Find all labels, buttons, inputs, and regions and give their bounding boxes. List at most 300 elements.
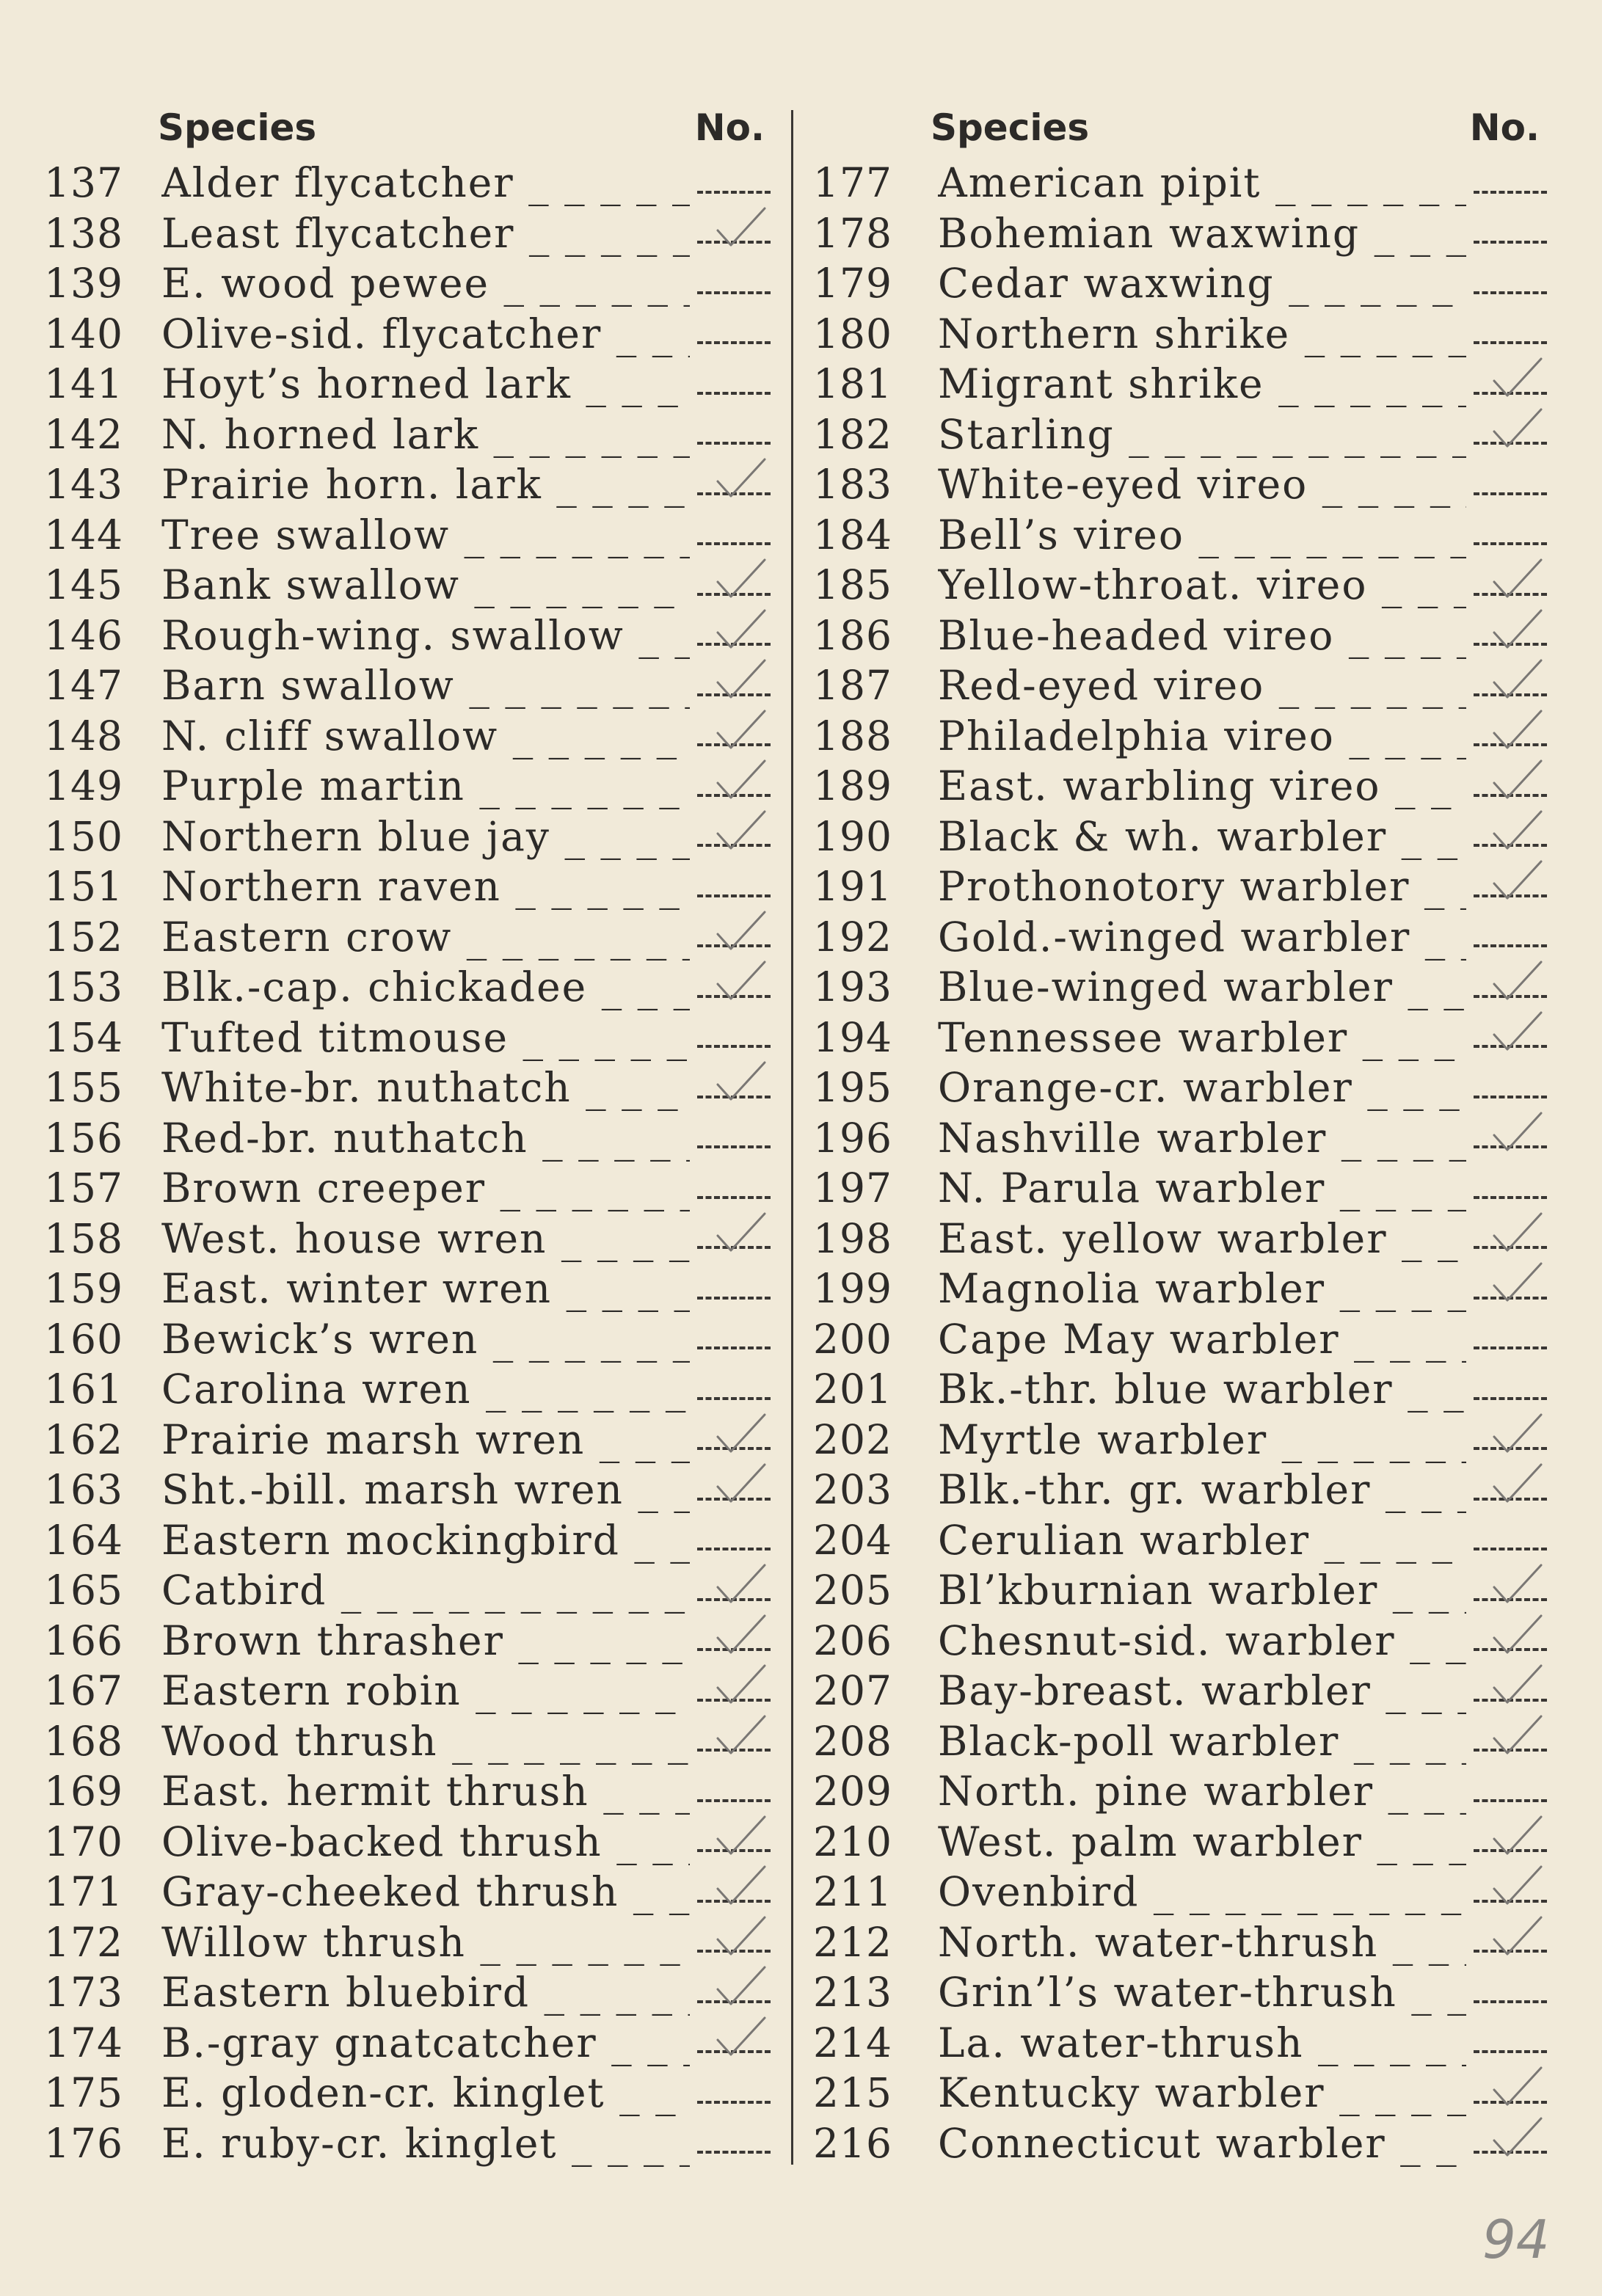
species-number: 179 (813, 260, 892, 307)
species-row (813, 711, 1562, 762)
number-header: No. (1469, 106, 1540, 149)
species-name: Purple martin _ _ _ (161, 761, 690, 812)
checkmark-icon (712, 1559, 771, 1611)
dotted-leader (697, 1799, 771, 1802)
species-row (813, 1113, 1562, 1164)
species-row (813, 309, 1562, 360)
checkmark-icon (1488, 806, 1547, 857)
species-number: 173 (44, 1969, 123, 2016)
dotted-leader (697, 291, 771, 294)
species-name: Northern shrike _ _ _ (938, 309, 1466, 360)
species-number: 192 (813, 913, 892, 961)
species-name: Sht.-bill. marsh wren _ _ _ (161, 1465, 690, 1515)
species-name: Magnolia warbler _ _ _ (938, 1264, 1466, 1314)
right-column-header (813, 106, 1562, 158)
tally-slot (697, 2118, 771, 2169)
dotted-leader (1474, 241, 1547, 244)
species-name: West. palm warbler _ _ _ (938, 1817, 1466, 1867)
species-name: Bl’kburnian warbler _ _ _ (938, 1565, 1466, 1616)
species-number: 164 (44, 1516, 123, 1564)
species-row (44, 208, 785, 259)
species-number: 207 (813, 1667, 892, 1714)
species-number: 200 (813, 1315, 892, 1363)
species-row (813, 1264, 1562, 1314)
species-row (813, 1163, 1562, 1214)
species-number: 198 (813, 1214, 892, 1262)
checkmark-icon (712, 755, 771, 806)
species-name: Red-br. nuthatch _ _ _ (161, 1113, 690, 1164)
tally-slot (1474, 1716, 1547, 1767)
species-row (44, 1967, 785, 2018)
species-name: Tennessee warbler _ _ _ (938, 1013, 1466, 1063)
species-number: 160 (44, 1315, 123, 1363)
species-name: Olive-backed thrush _ _ _ (161, 1817, 690, 1867)
tally-slot (1474, 1314, 1547, 1365)
species-name: Tufted titmouse _ _ _ (161, 1013, 690, 1063)
species-name: Cedar waxwing _ _ _ (938, 258, 1466, 309)
species-row (813, 962, 1562, 1013)
species-name: Willow thrush _ _ _ (161, 1917, 690, 1968)
checkmark-icon (1488, 1409, 1547, 1460)
species-number: 206 (813, 1617, 892, 1664)
tally-slot (697, 459, 771, 510)
species-row (44, 1465, 785, 1515)
dotted-leader (697, 2101, 771, 2104)
number-header: No. (694, 106, 765, 149)
checkmark-icon (712, 1057, 771, 1108)
species-row (813, 1415, 1562, 1465)
checkmark-icon (1488, 1258, 1547, 1309)
checkmark-icon (1488, 1007, 1547, 1058)
species-name: East. winter wren _ _ _ (161, 1264, 690, 1314)
species-name: Rough-wing. swallow _ _ _ (161, 611, 690, 661)
species-row (44, 510, 785, 561)
species-name: Catbird _ _ _ (161, 1565, 690, 1616)
species-number: 137 (44, 159, 123, 206)
dotted-leader (697, 442, 771, 445)
checkmark-icon (712, 705, 771, 757)
species-number: 195 (813, 1064, 892, 1111)
tally-slot (1474, 1565, 1547, 1616)
species-row (813, 812, 1562, 862)
tally-slot (1474, 158, 1547, 208)
checkmark-icon (1488, 1459, 1547, 1510)
species-number: 185 (813, 561, 892, 608)
species-name: Blue-winged warbler _ _ _ (938, 962, 1466, 1013)
tally-slot (1474, 1817, 1547, 1867)
checkmark-icon (1488, 705, 1547, 757)
species-name: North. water-thrush _ _ _ (938, 1917, 1466, 1968)
species-row (44, 2068, 785, 2118)
species-number: 202 (813, 1415, 892, 1463)
species-row (813, 1465, 1562, 1515)
species-row (813, 158, 1562, 208)
species-row (813, 1314, 1562, 1365)
dotted-leader (697, 1397, 771, 1400)
species-number: 147 (44, 662, 123, 709)
species-name: Olive-sid. flycatcher _ _ _ (161, 309, 690, 360)
species-row (813, 1867, 1562, 1917)
checkmark-icon (712, 1861, 771, 1912)
species-name: Eastern bluebird _ _ _ (161, 1967, 690, 2018)
species-number: 211 (813, 1868, 892, 1915)
tally-slot (697, 812, 771, 862)
tally-slot (697, 1163, 771, 1214)
tally-slot (697, 2018, 771, 2069)
right-species-list (813, 158, 1562, 2168)
species-row (813, 1917, 1562, 1968)
species-name: Starling _ _ _ (938, 409, 1466, 460)
tally-slot (1474, 1917, 1547, 1968)
dotted-leader (697, 894, 771, 897)
species-number: 172 (44, 1918, 123, 1966)
species-row (813, 761, 1562, 812)
tally-slot (1474, 409, 1547, 460)
checkmark-icon (712, 1459, 771, 1510)
tally-slot (1474, 611, 1547, 661)
tally-slot (697, 1314, 771, 1365)
species-row (44, 962, 785, 1013)
species-name: Barn swallow _ _ _ (161, 660, 690, 711)
tally-slot (1474, 1163, 1547, 1214)
species-name: North. pine warbler _ _ _ (938, 1766, 1466, 1817)
species-number: 205 (813, 1567, 892, 1614)
checkmark-icon (712, 2012, 771, 2063)
species-name: Carolina wren _ _ _ (161, 1364, 690, 1415)
checkmark-icon (712, 1811, 771, 1862)
tally-slot (697, 761, 771, 812)
tally-slot (697, 1264, 771, 1314)
tally-slot (697, 1666, 771, 1716)
checkmark-icon (1488, 554, 1547, 605)
checkmark-icon (712, 906, 771, 958)
species-name: Gray-cheeked thrush _ _ _ (161, 1867, 690, 1917)
tally-slot (1474, 510, 1547, 561)
checkmark-icon (712, 956, 771, 1007)
species-number: 191 (813, 863, 892, 910)
checkmark-icon (1488, 1208, 1547, 1259)
species-number: 159 (44, 1265, 123, 1312)
tally-slot (1474, 1766, 1547, 1817)
species-row (44, 1616, 785, 1666)
species-name: Bohemian waxwing _ _ _ (938, 208, 1466, 259)
species-number: 210 (813, 1818, 892, 1865)
species-number: 142 (44, 410, 123, 458)
dotted-leader (697, 542, 771, 545)
species-number: 158 (44, 1214, 123, 1262)
species-row (44, 912, 785, 963)
species-row (813, 409, 1562, 460)
species-row (44, 1364, 785, 1415)
checkmark-icon (1488, 404, 1547, 455)
tally-slot (1474, 560, 1547, 611)
checkmark-icon (1488, 353, 1547, 404)
tally-slot (697, 1817, 771, 1867)
species-name: Bank swallow _ _ _ (161, 560, 690, 611)
checkmark-icon (1488, 956, 1547, 1007)
species-name: Bell’s vireo _ _ _ (938, 510, 1466, 561)
species-row (44, 1666, 785, 1716)
checkmark-icon (1488, 1660, 1547, 1711)
species-number: 184 (813, 511, 892, 558)
tally-slot (1474, 2118, 1547, 2169)
species-number: 199 (813, 1265, 892, 1312)
species-row (813, 1967, 1562, 2018)
species-number: 208 (813, 1717, 892, 1765)
species-name: White-br. nuthatch _ _ _ (161, 1063, 690, 1113)
tally-slot (1474, 1063, 1547, 1113)
species-number: 175 (44, 2069, 123, 2116)
species-row (44, 1867, 785, 1917)
dotted-leader (1474, 542, 1547, 545)
checkmark-icon (712, 1710, 771, 1762)
tally-slot (1474, 2068, 1547, 2118)
species-row (813, 2118, 1562, 2169)
species-name: La. water-thrush _ _ _ (938, 2018, 1466, 2069)
species-row (813, 1666, 1562, 1716)
species-row (813, 611, 1562, 661)
species-row (813, 1565, 1562, 1616)
species-name: Black & wh. warbler _ _ _ (938, 812, 1466, 862)
species-number: 139 (44, 260, 123, 307)
checkmark-icon (712, 1911, 771, 1963)
species-number: 153 (44, 963, 123, 1010)
species-number: 215 (813, 2069, 892, 2116)
species-number: 145 (44, 561, 123, 608)
species-number: 177 (813, 159, 892, 206)
species-row (44, 1013, 785, 1063)
species-number: 169 (44, 1768, 123, 1815)
species-row (44, 309, 785, 360)
tally-slot (697, 158, 771, 208)
species-row (813, 1817, 1562, 1867)
tally-slot (697, 1364, 771, 1415)
checkmark-icon (1488, 1559, 1547, 1611)
species-row (44, 861, 785, 912)
species-name: Blk.-cap. chickadee _ _ _ (161, 962, 690, 1013)
species-header: Species (931, 106, 1090, 149)
species-row (813, 1515, 1562, 1566)
dotted-leader (1474, 1346, 1547, 1349)
species-number: 182 (813, 410, 892, 458)
tally-slot (697, 1917, 771, 1968)
species-name: Eastern robin _ _ _ (161, 1666, 690, 1716)
species-number: 203 (813, 1466, 892, 1513)
species-number: 209 (813, 1768, 892, 1815)
species-name: Black-poll warbler _ _ _ (938, 1716, 1466, 1767)
species-name: Philadelphia vireo _ _ _ (938, 711, 1466, 762)
species-name: Prothonotory warbler _ _ _ (938, 861, 1466, 912)
tally-slot (1474, 1113, 1547, 1164)
species-number: 187 (813, 662, 892, 709)
tally-slot (697, 861, 771, 912)
species-number: 216 (813, 2119, 892, 2167)
tally-slot (1474, 459, 1547, 510)
checkmark-icon (712, 554, 771, 605)
dotted-leader (697, 1346, 771, 1349)
species-name: Bk.-thr. blue warbler _ _ _ (938, 1364, 1466, 1415)
species-name: Hoyt’s horned lark _ _ _ (161, 359, 690, 409)
tally-slot (697, 1515, 771, 1566)
tally-slot (1474, 309, 1547, 360)
tally-slot (1474, 660, 1547, 711)
species-row (813, 1766, 1562, 1817)
tally-slot (1474, 2018, 1547, 2069)
checkmark-icon (712, 1961, 771, 2013)
species-row (44, 1063, 785, 1113)
species-row (813, 2018, 1562, 2069)
column-divider (791, 110, 793, 2165)
checkmark-icon (712, 806, 771, 857)
tally-slot (697, 912, 771, 963)
species-number: 178 (813, 209, 892, 257)
species-row (813, 861, 1562, 912)
species-row (44, 660, 785, 711)
tally-slot (1474, 258, 1547, 309)
tally-slot (1474, 1013, 1547, 1063)
dotted-leader (697, 1196, 771, 1199)
species-number: 188 (813, 712, 892, 759)
dotted-leader (1474, 2050, 1547, 2053)
dotted-leader (697, 1045, 771, 1048)
dotted-leader (1474, 291, 1547, 294)
dotted-leader (1474, 2000, 1547, 2003)
species-name: Myrtle warbler _ _ _ (938, 1415, 1466, 1465)
species-name: Eastern mockingbird _ _ _ (161, 1515, 690, 1566)
dotted-leader (1474, 341, 1547, 344)
tally-slot (1474, 711, 1547, 762)
species-name: B.-gray gnatcatcher _ _ _ (161, 2018, 690, 2069)
species-number: 201 (813, 1366, 892, 1413)
species-name: Northern blue jay _ _ _ (161, 812, 690, 862)
species-number: 138 (44, 209, 123, 257)
tally-slot (697, 409, 771, 460)
species-row (813, 459, 1562, 510)
species-number: 151 (44, 863, 123, 910)
page-number: 94 (1482, 2209, 1550, 2270)
species-name: Wood thrush _ _ _ (161, 1716, 690, 1767)
dotted-leader (697, 2151, 771, 2154)
species-row (44, 1163, 785, 1214)
species-number: 170 (44, 1818, 123, 1865)
dotted-leader (1474, 191, 1547, 194)
tally-slot (697, 611, 771, 661)
dotted-leader (1474, 1799, 1547, 1802)
species-name: Ovenbird _ _ _ (938, 1867, 1466, 1917)
left-column (44, 106, 785, 2168)
species-row (44, 409, 785, 460)
tally-slot (697, 309, 771, 360)
tally-slot (697, 1616, 771, 1666)
tally-slot (697, 208, 771, 259)
tally-slot (697, 1013, 771, 1063)
species-number: 196 (813, 1114, 892, 1162)
tally-slot (1474, 761, 1547, 812)
checkmark-icon (1488, 2062, 1547, 2113)
tally-slot (1474, 359, 1547, 409)
species-name: Eastern crow _ _ _ (161, 912, 690, 963)
species-name: East. warbling vireo _ _ _ (938, 761, 1466, 812)
checkmark-icon (712, 1660, 771, 1711)
species-name: Orange-cr. warbler _ _ _ (938, 1063, 1466, 1113)
species-row (813, 208, 1562, 259)
species-row (44, 1766, 785, 1817)
species-row (44, 611, 785, 661)
tally-slot (697, 1415, 771, 1465)
tally-slot (697, 1214, 771, 1264)
species-number: 197 (813, 1165, 892, 1211)
species-number: 155 (44, 1064, 123, 1111)
tally-slot (697, 359, 771, 409)
species-name: West. house wren _ _ _ (161, 1214, 690, 1264)
tally-slot (697, 1867, 771, 1917)
species-row (44, 1113, 785, 1164)
tally-slot (1474, 1666, 1547, 1716)
checkmark-icon (712, 655, 771, 706)
species-number: 181 (813, 360, 892, 407)
tally-slot (1474, 1214, 1547, 1264)
species-row (44, 560, 785, 611)
species-name: Nashville warbler _ _ _ (938, 1113, 1466, 1164)
species-row (813, 2068, 1562, 2118)
checkmark-icon (1488, 856, 1547, 907)
dotted-leader (1474, 1397, 1547, 1400)
species-name: N. Parula warbler _ _ _ (938, 1163, 1466, 1214)
tally-slot (697, 560, 771, 611)
tally-slot (1474, 1616, 1547, 1666)
species-number: 167 (44, 1667, 123, 1714)
species-name: Alder flycatcher _ _ _ (161, 158, 690, 208)
tally-slot (697, 1465, 771, 1515)
species-row (44, 2018, 785, 2069)
species-row (813, 1616, 1562, 1666)
checkmark-icon (1488, 1710, 1547, 1762)
checkmark-icon (712, 1610, 771, 1661)
species-number: 193 (813, 963, 892, 1010)
species-row (44, 459, 785, 510)
species-row (813, 258, 1562, 309)
species-row (44, 1264, 785, 1314)
species-name: E. ruby-cr. kinglet _ _ _ (161, 2118, 690, 2169)
species-row (44, 1515, 785, 1566)
checkmark-icon (1488, 1107, 1547, 1159)
species-name: Prairie horn. lark _ _ _ (161, 459, 690, 510)
species-number: 186 (813, 611, 892, 659)
species-number: 163 (44, 1466, 123, 1513)
tally-slot (697, 1113, 771, 1164)
dotted-leader (697, 1297, 771, 1300)
species-number: 212 (813, 1918, 892, 1966)
species-row (44, 2118, 785, 2169)
tally-slot (697, 258, 771, 309)
species-row (813, 912, 1562, 963)
species-name: Connecticut warbler _ _ _ (938, 2118, 1466, 2169)
tally-slot (1474, 812, 1547, 862)
tally-slot (697, 1063, 771, 1113)
species-row (813, 660, 1562, 711)
species-name: N. horned lark _ _ _ (161, 409, 690, 460)
species-row (813, 1063, 1562, 1113)
species-number: 180 (813, 310, 892, 357)
species-name: Blk.-thr. gr. warbler _ _ _ (938, 1465, 1466, 1515)
tally-slot (697, 1716, 771, 1767)
species-number: 149 (44, 762, 123, 809)
species-name: East. yellow warbler _ _ _ (938, 1214, 1466, 1264)
species-number: 157 (44, 1165, 123, 1211)
tally-slot (1474, 1465, 1547, 1515)
species-number: 168 (44, 1717, 123, 1765)
right-column (813, 106, 1562, 2168)
